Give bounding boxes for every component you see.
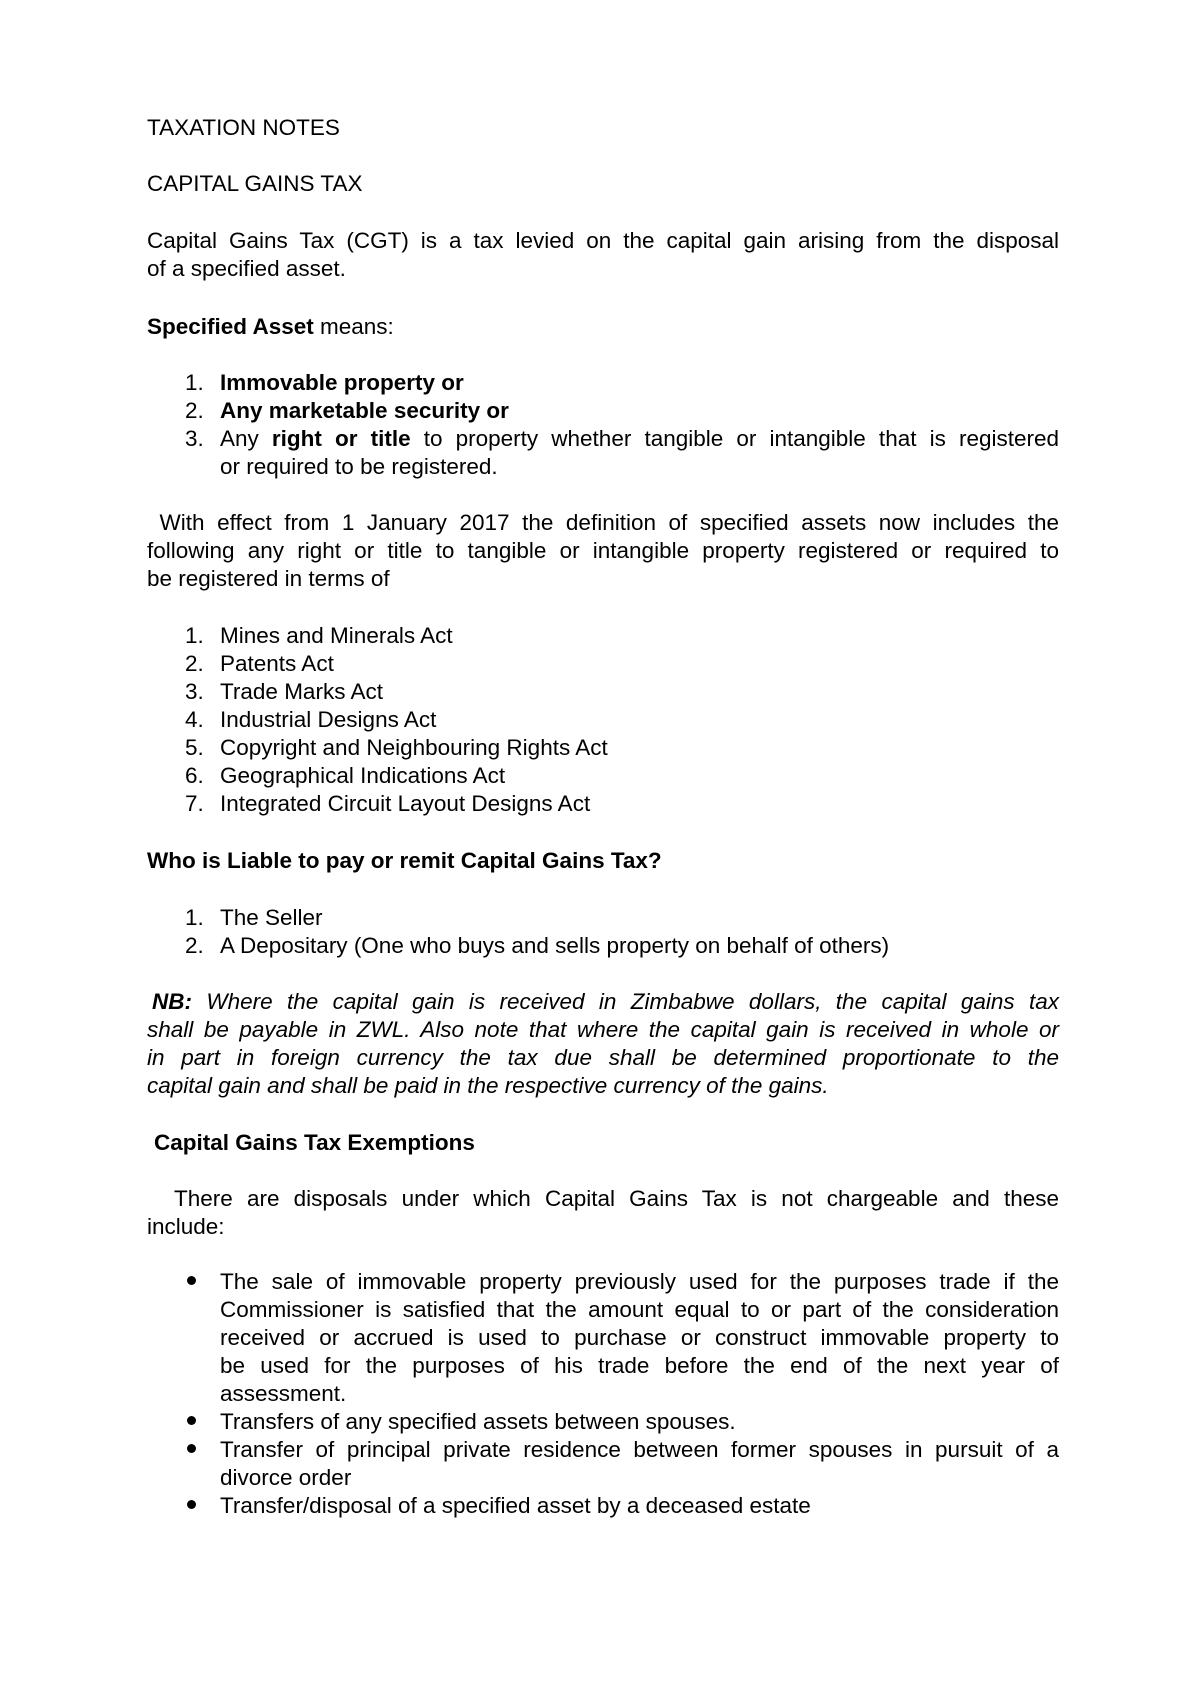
list-item: Geographical Indications Act bbox=[220, 763, 506, 788]
nb-line-4: capital gain and shall be paid in the respective currency of the gains. bbox=[147, 1073, 829, 1098]
nb-label: NB: bbox=[152, 989, 192, 1014]
list-number: 4. bbox=[185, 707, 204, 732]
liable-heading: Who is Liable to pay or remit Capital Gains Tax? bbox=[147, 848, 662, 873]
intro-line-1: Capital Gains Tax (CGT) is a tax levied on the capital gain arising from the disposal bbox=[147, 228, 1059, 253]
exemption-item-3-line-2: divorce order bbox=[220, 1465, 352, 1490]
bullet-icon bbox=[187, 1500, 196, 1509]
list-item: Industrial Designs Act bbox=[220, 707, 437, 732]
list-item: Any marketable security or bbox=[220, 398, 509, 423]
list-number: 1. bbox=[185, 370, 204, 395]
exemptions-intro-line-2: include: bbox=[147, 1214, 225, 1239]
effect-line-2: following any right or title to tangible or intangible property registered or required to bbox=[147, 538, 1059, 563]
specified-asset-term: Specified Asset bbox=[147, 314, 314, 339]
exemption-item-1-line-3: received or accrued is used to purchase or construct immovable property to bbox=[220, 1325, 1059, 1350]
list-item: Mines and Minerals Act bbox=[220, 623, 453, 648]
exemption-item-1-line-5: assessment. bbox=[220, 1381, 347, 1406]
specified-asset-definition bbox=[147, 313, 394, 341]
exemptions-intro-line-1: There are disposals under which Capital Gains Tax is not chargeable and these bbox=[174, 1186, 1059, 1211]
nb-line-2: shall be payable in ZWL. Also note that where the capital gain is received in whole or bbox=[147, 1017, 1059, 1042]
list-number: 5. bbox=[185, 735, 204, 760]
exemption-item-1-line-2: Commissioner is satisfied that the amount equal to or part of the consideration bbox=[220, 1297, 1059, 1322]
list-number: 3. bbox=[185, 679, 204, 704]
list-item: The Seller bbox=[220, 905, 323, 930]
list-item-bold: right or title bbox=[271, 426, 411, 451]
list-item: Copyright and Neighbouring Rights Act bbox=[220, 735, 608, 760]
list-item: Trade Marks Act bbox=[220, 679, 383, 704]
exemption-item-2: Transfers of any specified assets between spouses. bbox=[220, 1409, 736, 1434]
list-number: 7. bbox=[185, 791, 204, 816]
list-item bbox=[220, 425, 1059, 453]
list-number: 1. bbox=[185, 905, 204, 930]
nb-text: Where the capital gain is received in Zimbabwe dollars, the capital gains tax bbox=[192, 989, 1059, 1014]
exemption-item-1-line-4: be used for the purposes of his trade before the end of the next year of bbox=[220, 1353, 1059, 1378]
list-item: Integrated Circuit Layout Designs Act bbox=[220, 791, 591, 816]
nb-line-1 bbox=[152, 988, 1059, 1016]
exemptions-heading: Capital Gains Tax Exemptions bbox=[154, 1130, 475, 1155]
list-item-continuation: or required to be registered. bbox=[220, 454, 498, 479]
document-title: TAXATION NOTES bbox=[147, 115, 340, 140]
list-item: Immovable property or bbox=[220, 370, 464, 395]
list-item-text: to property whether tangible or intangible that is registered bbox=[410, 426, 1059, 451]
list-number: 3. bbox=[185, 426, 204, 451]
nb-line-3: in part in foreign currency the tax due shall be determined proportionate to the bbox=[147, 1045, 1059, 1070]
section-title: CAPITAL GAINS TAX bbox=[147, 171, 363, 196]
bullet-icon bbox=[187, 1416, 196, 1425]
bullet-icon bbox=[187, 1444, 196, 1453]
exemption-item-4: Transfer/disposal of a specified asset by a deceased estate bbox=[220, 1493, 811, 1518]
list-number: 2. bbox=[185, 933, 204, 958]
list-item: A Depositary (One who buys and sells property on behalf of others) bbox=[220, 933, 890, 958]
list-number: 6. bbox=[185, 763, 204, 788]
effect-line-1: With effect from 1 January 2017 the definition of specified assets now includes the bbox=[147, 510, 1059, 535]
specified-asset-means: means: bbox=[313, 314, 394, 339]
bullet-icon bbox=[187, 1276, 196, 1285]
effect-line-3: be registered in terms of bbox=[147, 566, 390, 591]
list-item: Patents Act bbox=[220, 651, 334, 676]
exemption-item-1-line-1: The sale of immovable property previously used for the purposes trade if the bbox=[220, 1269, 1059, 1294]
list-item-text: Any bbox=[220, 426, 272, 451]
intro-line-2: of a specified asset. bbox=[147, 256, 346, 281]
list-number: 2. bbox=[185, 651, 204, 676]
exemption-item-3-line-1: Transfer of principal private residence between former spouses in pursuit of a bbox=[220, 1437, 1059, 1462]
list-number: 2. bbox=[185, 398, 204, 423]
list-number: 1. bbox=[185, 623, 204, 648]
